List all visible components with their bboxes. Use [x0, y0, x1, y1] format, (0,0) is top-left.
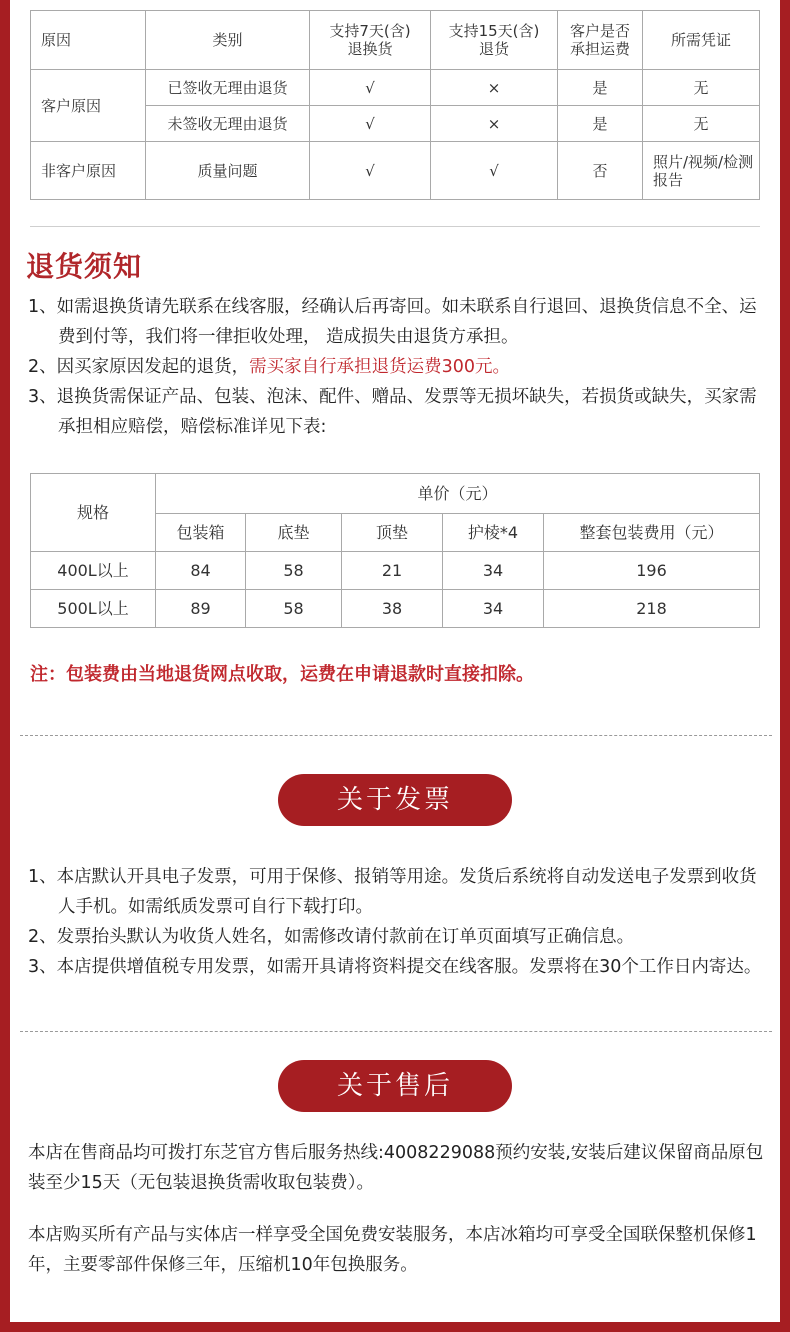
header-freight: 客户是否 承担运费	[558, 11, 643, 70]
table-row	[31, 590, 760, 628]
group-customer: 客户原因	[31, 70, 146, 142]
value-cell: 34	[443, 590, 544, 628]
proof-cell: 照片/视频/检测 报告	[643, 142, 760, 200]
freight-cell: 否	[558, 142, 643, 200]
dashed-divider	[20, 1031, 772, 1032]
notice-title: 退货须知	[26, 250, 143, 283]
category-cell: 未签收无理由退货	[146, 106, 310, 142]
notice-item-3: 3、退换货需保证产品、包装、泡沫、配件、赠品、发票等无损坏缺失，若损货或缺失，买家需承担相应赔偿，赔偿标准详见下表:	[28, 387, 757, 437]
d7-cell: √	[310, 142, 431, 200]
table-header-row	[31, 474, 760, 514]
value-cell: 21	[342, 552, 443, 590]
notice-list	[28, 292, 770, 442]
aftersale-paragraph-1: 本店在售商品均可拨打东芝官方售后服务热线:4008229088预约安装,安装后建议保留商品原包装至少15天（无包装退换货需收取包装费）。	[28, 1143, 764, 1193]
notice-item-1: 1、如需退换货请先联系在线客服，经确认后再寄回。如未联系自行退回、退换货信息不全、运费到付等，我们将一律拒收处理， 造成损失由退货方承担。	[28, 297, 757, 347]
proof-cell: 无	[643, 106, 760, 142]
value-cell: 58	[246, 590, 342, 628]
invoice-item-3: 3、本店提供增值税专用发票，如需开具请将资料提交在线客服。发票将在30个工作日内寄达。	[28, 957, 762, 977]
return-policy-table	[30, 10, 760, 200]
table-row	[31, 552, 760, 590]
value-cell: 84	[156, 552, 246, 590]
subheader-total: 整套包装费用（元）	[544, 514, 760, 552]
table-row	[31, 70, 760, 106]
header-unit-price: 单价（元）	[156, 474, 760, 514]
subheader-box: 包装箱	[156, 514, 246, 552]
value-cell: 58	[246, 552, 342, 590]
group-noncustomer: 非客户原因	[31, 142, 146, 200]
value-cell: 34	[443, 552, 544, 590]
header-spec: 规格	[31, 474, 156, 552]
packaging-price-table	[30, 473, 760, 628]
aftersale-paragraph-2: 本店购买所有产品与实体店一样享受全国免费安装服务，本店冰箱均可享受全国联保整机保修1年，主要零部件保修三年，压缩机10年包换服务。	[28, 1225, 757, 1275]
d15-cell: √	[431, 142, 558, 200]
divider	[30, 226, 760, 227]
packaging-note: 注：包装费由当地退货网点收取，运费在申请退款时直接扣除。	[30, 664, 534, 685]
table-row	[31, 142, 760, 200]
category-cell: 已签收无理由退货	[146, 70, 310, 106]
table-header-row	[31, 11, 760, 70]
spec-cell: 400L以上	[31, 552, 156, 590]
freight-cell: 是	[558, 70, 643, 106]
header-15day: 支持15天(含) 退货	[431, 11, 558, 70]
notice-item-2	[28, 352, 770, 382]
d15-cell: ×	[431, 70, 558, 106]
invoice-item-2: 2、发票抬头默认为收货人姓名，如需修改请付款前在订单页面填写正确信息。	[28, 927, 635, 947]
d15-cell: ×	[431, 106, 558, 142]
subheader-bottom-pad: 底垫	[246, 514, 342, 552]
d7-cell: √	[310, 106, 431, 142]
page	[10, 0, 780, 1322]
value-cell: 38	[342, 590, 443, 628]
freight-cell: 是	[558, 106, 643, 142]
notice-item-2-highlight: 需买家自行承担退货运费300元。	[249, 357, 511, 377]
dashed-divider	[20, 735, 772, 736]
header-reason: 原因	[31, 11, 146, 70]
category-cell: 质量问题	[146, 142, 310, 200]
invoice-item-1: 1、本店默认开具电子发票，可用于保修、报销等用途。发货后系统将自动发送电子发票到收货人手机。如需纸质发票可自行下载打印。	[28, 867, 757, 917]
invoice-title-badge: 关于发票	[278, 774, 512, 826]
value-cell: 218	[544, 590, 760, 628]
header-7day: 支持7天(含) 退换货	[310, 11, 431, 70]
d7-cell: √	[310, 70, 431, 106]
value-cell: 196	[544, 552, 760, 590]
notice-item-2-text: 2、因买家原因发起的退货，	[28, 357, 250, 377]
subheader-edge-guard: 护棱*4	[443, 514, 544, 552]
value-cell: 89	[156, 590, 246, 628]
header-proof: 所需凭证	[643, 11, 760, 70]
invoice-list	[28, 862, 770, 982]
header-category: 类别	[146, 11, 310, 70]
proof-cell: 无	[643, 70, 760, 106]
aftersale-title-badge: 关于售后	[278, 1060, 512, 1112]
spec-cell: 500L以上	[31, 590, 156, 628]
subheader-top-pad: 顶垫	[342, 514, 443, 552]
